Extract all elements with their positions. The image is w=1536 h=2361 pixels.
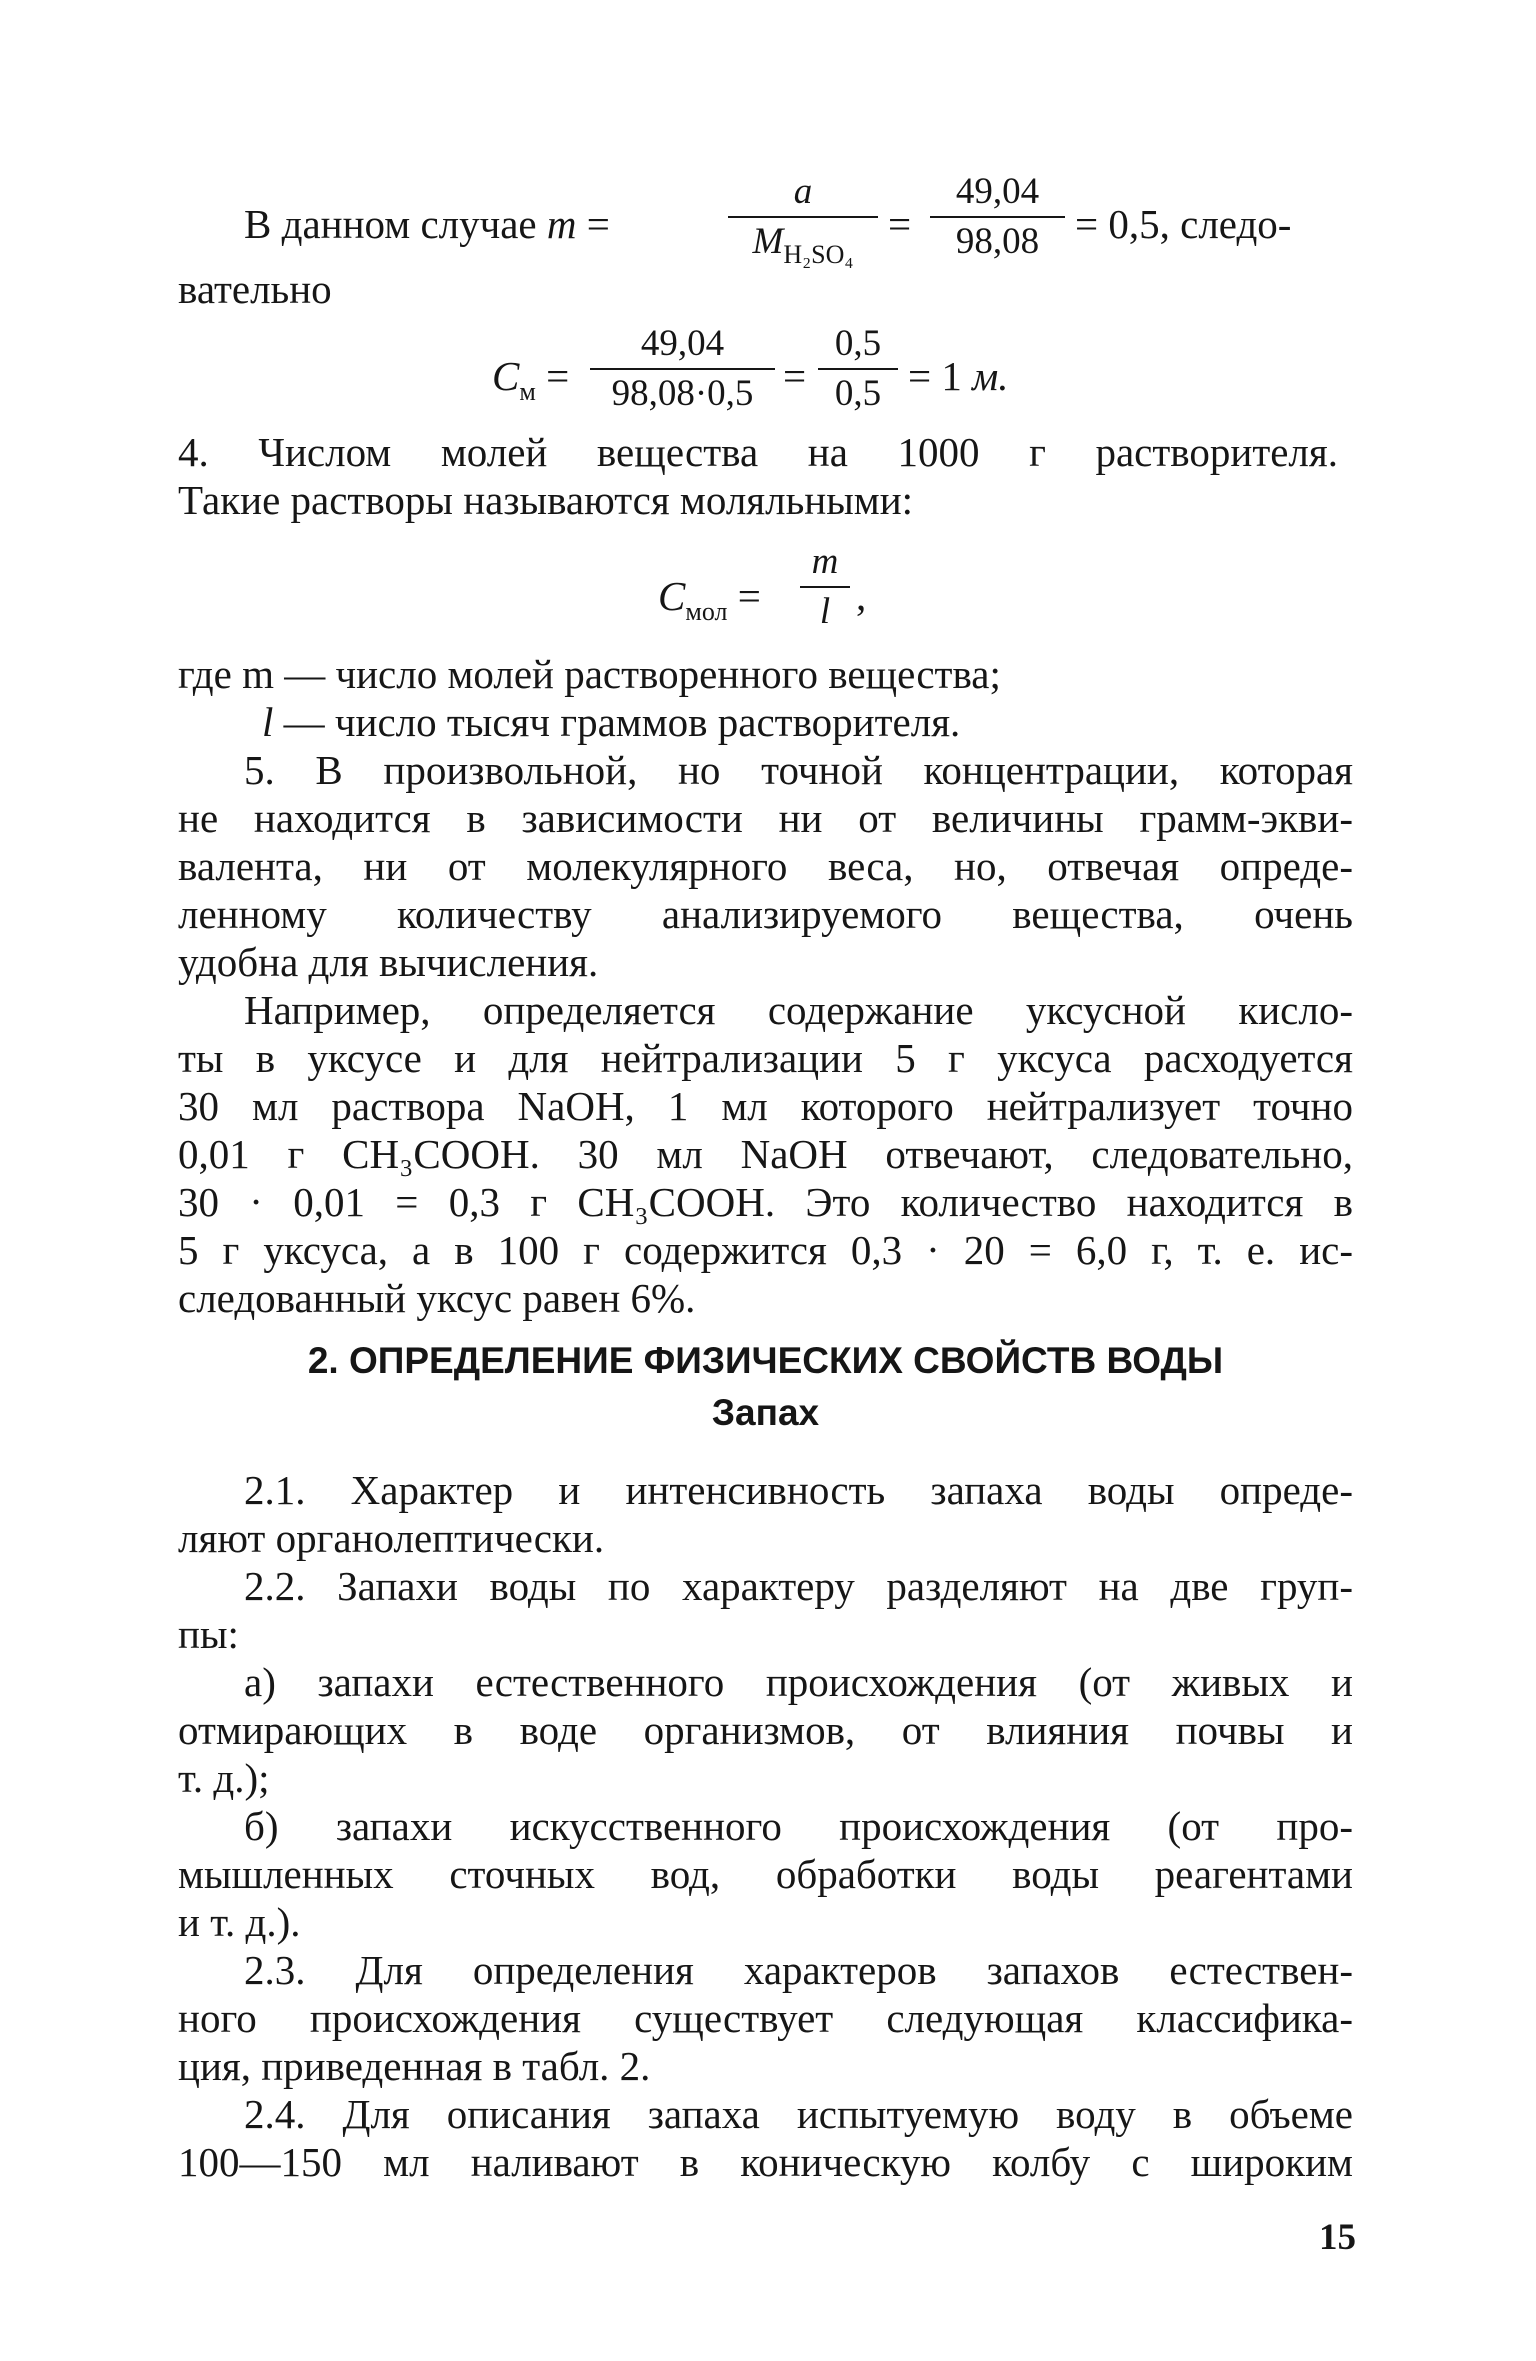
item5-line: валента, ни от молекулярного веса, но, отвечая опреде- xyxy=(178,843,1353,889)
item5-line: не находится в зависимости ни от величины грамм-экви- xyxy=(178,795,1353,841)
item5-line: 5. В произвольной, но точной концентрации, которая xyxy=(244,747,1353,793)
example-line: 0,01 г CH₃COOH. 30 мл NaOH отвечают, следовательно, xyxy=(178,1131,1353,1177)
paragraph-line: ция, приведенная в табл. 2. xyxy=(178,2043,651,2089)
example-line: ты в уксусе и для нейтрализации 5 г уксуса расходуется xyxy=(178,1035,1353,1081)
item4-line1: 4. Числом молей вещества на 1000 г растворителя. xyxy=(178,429,1338,475)
paragraph-line: пы: xyxy=(178,1611,239,1657)
formula1-continuation: вательно xyxy=(178,266,332,312)
formula1-fraction-a: $\frac{a}{M_{H_2SO_4}}$ xyxy=(728,170,878,277)
section-title: 2. ОПРЕДЕЛЕНИЕ ФИЗИЧЕСКИХ СВОЙСТВ ВОДЫ xyxy=(307,1340,1224,1381)
formula1-result: = 0,5, следо- xyxy=(1075,201,1292,247)
formula2-lhs: $C_м$ = xyxy=(492,353,570,406)
paragraph-line: а) запахи естественного происхождения (от живых и xyxy=(244,1659,1353,1705)
document-page: В данном случае m = $\frac{a}{M_{H_2SO_4}}$ = $\frac{49,04}{98,08}$ = 0,5, следо- вательно $C_м$ = $\frac{49,04}{98,08\cdot 0,5}$ = $\frac{0,5}{0,5}$ = 1 м. 4. Числом молей вещества на 1000 г растворителя. Такие растворы называются моляльными: $C_{мол}$ = $\frac{m}{l}$ , где m — число молей растворенного вещества; l — число тысяч граммов растворителя. 5. В произвольной, но точной концентрации, которая не находится в зависимости ни от величины грамм-экви- валента, ни от молекулярного веса, но, отвечая опреде- ленному количеству анализируемого вещества, очень удобна для вычисления. Например, определяется содержание уксусной кисло- ты в уксусе и для нейтрализации 5 г уксуса расходуется 30 мл раствора NaOH, 1 мл которого нейтрализует точно 0,01 г CH₃COOH. 30 мл NaOH отвечают, следовательно, 30 · 0,01 = 0,3 г CH₃COOH. Это количество находится в 5 г уксуса, а в 100 г содержится 0,3 · 20 = 6,0 г, т. е. ис- следованный уксус равен 6%. 2. ОПРЕДЕЛЕНИЕ ФИЗИЧЕСКИХ СВОЙСТВ ВОДЫ Запах 2.1. Характер и интенсивность запаха воды опреде- ляют органолептически. 2.2. Запахи воды по характеру разделяют на две груп- пы: а) запахи естественного происхождения (от живых и отмирающих в воде организмов, от влияния почвы и т. д.); б) запахи искусственного происхождения (от про- мышленных сточных вод, обработки воды реагентами и т. д.). 2.3. Для определения характеров запахов естествен- ного происхождения существует следующая классифика- ция, приведенная в табл. 2. 2.4. Для описания запаха испытуемую воду в объеме 100—150 мл наливают в коническую колбу с широким 15 xyxy=(0,0,1536,2361)
paragraph-line: 2.4. Для описания запаха испытуемую воду в объеме xyxy=(244,2091,1353,2137)
paragraph-line: б) запахи искусственного происхождения (от про- xyxy=(244,1803,1353,1849)
paragraph-line: т. д.); xyxy=(178,1755,270,1801)
example-line: 30 мл раствора NaOH, 1 мл которого нейтрализует точно xyxy=(178,1083,1353,1129)
paragraph-line: 2.3. Для определения характеров запахов естествен- xyxy=(244,1947,1353,1993)
example-line: Например, определяется содержание уксусной кисло- xyxy=(244,987,1353,1033)
example-line: следованный уксус равен 6%. xyxy=(178,1275,696,1321)
paragraph-line: 2.2. Запахи воды по характеру разделяют на две груп- xyxy=(244,1563,1353,1609)
page-number: 15 xyxy=(1319,2217,1356,2258)
item5-line: ленному количеству анализируемого вещества, очень xyxy=(178,891,1353,937)
formula2-fraction-2: $\frac{0,5}{0,5}$ xyxy=(818,322,898,416)
formula2-result: = 1 м. xyxy=(908,353,1009,399)
example-line: 30 · 0,01 = 0,3 г CH₃COOH. Это количество находится в xyxy=(178,1179,1353,1225)
definition-m: где m — число молей растворенного вещества; xyxy=(178,651,1001,697)
formula2-fraction-1: $\frac{49,04}{98,08\cdot 0,5}$ xyxy=(590,322,775,416)
section-subtitle: Запах xyxy=(711,1392,820,1433)
paragraph-line: и т. д.). xyxy=(178,1899,301,1945)
paragraph-line: отмирающих в воде организмов, от влияния почвы и xyxy=(178,1707,1353,1753)
formula1-lead: В данном случае m = xyxy=(244,201,610,247)
definition-l: l — число тысяч граммов растворителя. xyxy=(262,699,961,745)
paragraph-line: ного происхождения существует следующая классифика- xyxy=(178,1995,1353,2041)
paragraph-line: 100—150 мл наливают в коническую колбу с широким xyxy=(178,2139,1353,2185)
item4-line2: Такие растворы называются моляльными: xyxy=(178,477,914,523)
formula3-fraction: $\frac{m}{l}$ xyxy=(800,540,850,634)
item5-line: удобна для вычисления. xyxy=(178,939,599,985)
example-line: 5 г уксуса, а в 100 г содержится 0,3 · 20 = 6,0 г, т. е. ис- xyxy=(178,1227,1353,1273)
formula3-lhs: $C_{мол}$ = xyxy=(658,573,761,626)
formula1-var: m xyxy=(546,201,577,247)
paragraph-line: 2.1. Характер и интенсивность запаха воды опреде- xyxy=(244,1467,1353,1513)
paragraph-line: ляют органолептически. xyxy=(178,1515,605,1561)
paragraph-line: мышленных сточных вод, обработки воды реагентами xyxy=(178,1851,1353,1897)
formula1-fraction-values: $\frac{49,04}{98,08}$ xyxy=(930,170,1065,264)
